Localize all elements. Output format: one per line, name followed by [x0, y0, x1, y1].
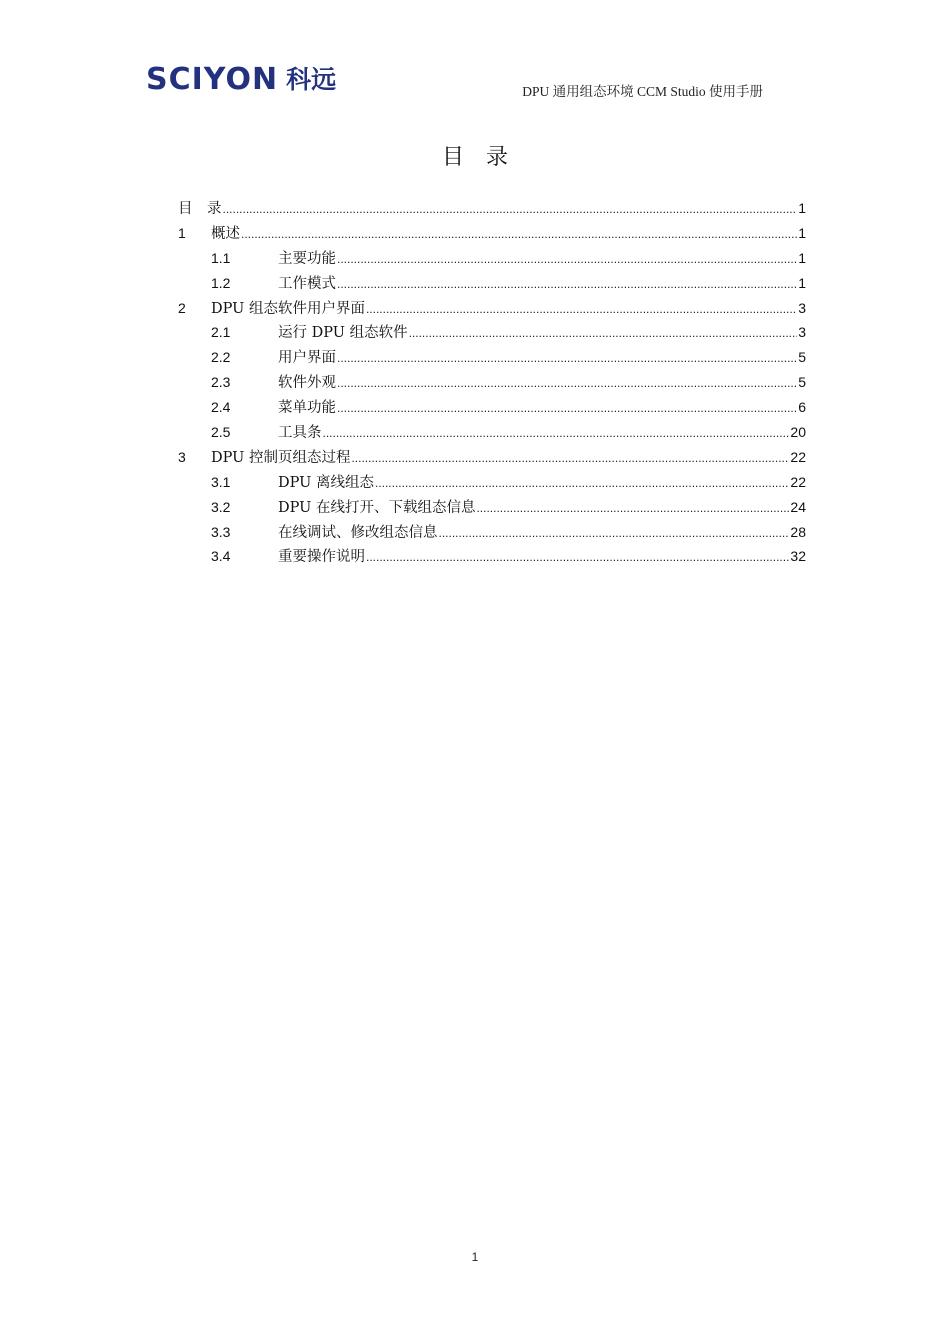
toc-entry-number: 1.1: [211, 249, 231, 266]
page-number: 1: [471, 1250, 479, 1264]
toc-leader-dots: [337, 396, 797, 421]
toc-leader-dots: [337, 346, 797, 371]
toc-entry-title[interactable]: DPU 组态软件用户界面: [211, 300, 365, 317]
toc-entry-number: 2.2: [211, 349, 231, 366]
toc-entry-title[interactable]: 工作模式: [278, 275, 336, 292]
toc-entry-title[interactable]: 用户界面: [278, 350, 336, 367]
toc-entry-page: 1: [798, 224, 806, 241]
toc-entry[interactable]: [178, 470, 806, 495]
toc-entry-title[interactable]: 目 录: [178, 201, 222, 217]
toc-entry-page: 6: [798, 399, 806, 416]
toc-entry[interactable]: [178, 246, 806, 271]
logo-wordmark: SCIYON: [146, 62, 279, 97]
toc-entry[interactable]: [178, 320, 806, 345]
toc-entry-number: 2.5: [211, 424, 231, 441]
toc-entry-number: 2.3: [211, 374, 231, 391]
toc-entry-number: 3.1: [211, 473, 231, 490]
logo-chinese-name: 科远: [286, 65, 337, 94]
toc-entry-number: 2.1: [211, 324, 231, 341]
toc-entry-number: 3.4: [211, 548, 231, 565]
toc-entry-page: 20: [790, 424, 806, 441]
toc-leader-dots: [337, 247, 797, 272]
toc-entry-title[interactable]: DPU 在线打开、下载组态信息: [278, 499, 476, 516]
toc-entry-title[interactable]: 概述: [211, 225, 240, 242]
toc-entry-title[interactable]: DPU 离线组态: [278, 474, 374, 491]
toc-entry[interactable]: [178, 370, 806, 395]
toc-leader-dots: [337, 272, 797, 297]
toc-entry-title[interactable]: 主要功能: [278, 250, 336, 267]
toc-entry-title[interactable]: 在线调试、修改组态信息: [278, 524, 438, 541]
toc-entry-number: 2.4: [211, 399, 231, 416]
toc-entry-number: 1.2: [211, 274, 231, 291]
toc-entry[interactable]: [178, 395, 806, 420]
toc-entry-page: 22: [790, 473, 806, 490]
toc-entry-number: 3.2: [211, 498, 231, 515]
toc-entry-page: 5: [798, 374, 806, 391]
toc-entry[interactable]: [178, 271, 806, 296]
toc-entry[interactable]: [178, 345, 806, 370]
toc-entry-page: 3: [798, 299, 806, 316]
toc-entry[interactable]: [178, 445, 806, 470]
toc-entry-page: 3: [798, 324, 806, 341]
toc-entry-title[interactable]: 软件外观: [278, 375, 336, 392]
toc-leader-dots: [366, 545, 789, 570]
toc-entry[interactable]: [178, 221, 806, 246]
toc-entry-page: 1: [798, 200, 806, 216]
toc-entry[interactable]: [178, 495, 806, 520]
table-of-contents: [178, 196, 806, 569]
toc-entry[interactable]: [178, 520, 806, 545]
toc-entry-page: 32: [790, 548, 806, 565]
toc-entry-title[interactable]: 运行 DPU 组态软件: [278, 325, 408, 342]
toc-entry[interactable]: [178, 544, 806, 569]
toc-leader-dots: [409, 321, 798, 346]
toc-entry-title[interactable]: 菜单功能: [278, 400, 336, 417]
toc-heading: 目录: [441, 145, 530, 170]
toc-entry-title[interactable]: 工具条: [278, 425, 322, 442]
toc-leader-dots: [223, 197, 798, 222]
toc-entry-number: 3.3: [211, 523, 231, 540]
toc-leader-dots: [375, 471, 789, 496]
toc-entry-title[interactable]: DPU 控制页组态过程: [211, 449, 351, 466]
toc-entry-number: 2: [178, 299, 186, 316]
toc-entry-page: 1: [798, 274, 806, 291]
toc-entry-page: 22: [790, 448, 806, 465]
toc-entry-number: 1: [178, 224, 186, 241]
toc-entry-page: 28: [790, 523, 806, 540]
company-logo: [146, 62, 356, 98]
toc-entry-page: 24: [790, 498, 806, 515]
toc-leader-dots: [366, 297, 797, 322]
toc-leader-dots: [323, 421, 790, 446]
toc-entry[interactable]: [178, 420, 806, 445]
toc-leader-dots: [351, 446, 789, 471]
toc-entry[interactable]: [178, 196, 806, 221]
toc-entry-page: 1: [798, 249, 806, 266]
toc-leader-dots: [241, 222, 797, 247]
toc-entry-title[interactable]: 重要操作说明: [278, 549, 365, 566]
toc-entry-page: 5: [798, 349, 806, 366]
toc-entry-number: 3: [178, 448, 186, 465]
toc-entry[interactable]: [178, 296, 806, 321]
document-header-title: DPU 通用组态环境 CCM Studio 使用手册: [522, 84, 763, 99]
toc-leader-dots: [337, 371, 797, 396]
toc-leader-dots: [439, 521, 790, 546]
toc-leader-dots: [476, 496, 789, 521]
